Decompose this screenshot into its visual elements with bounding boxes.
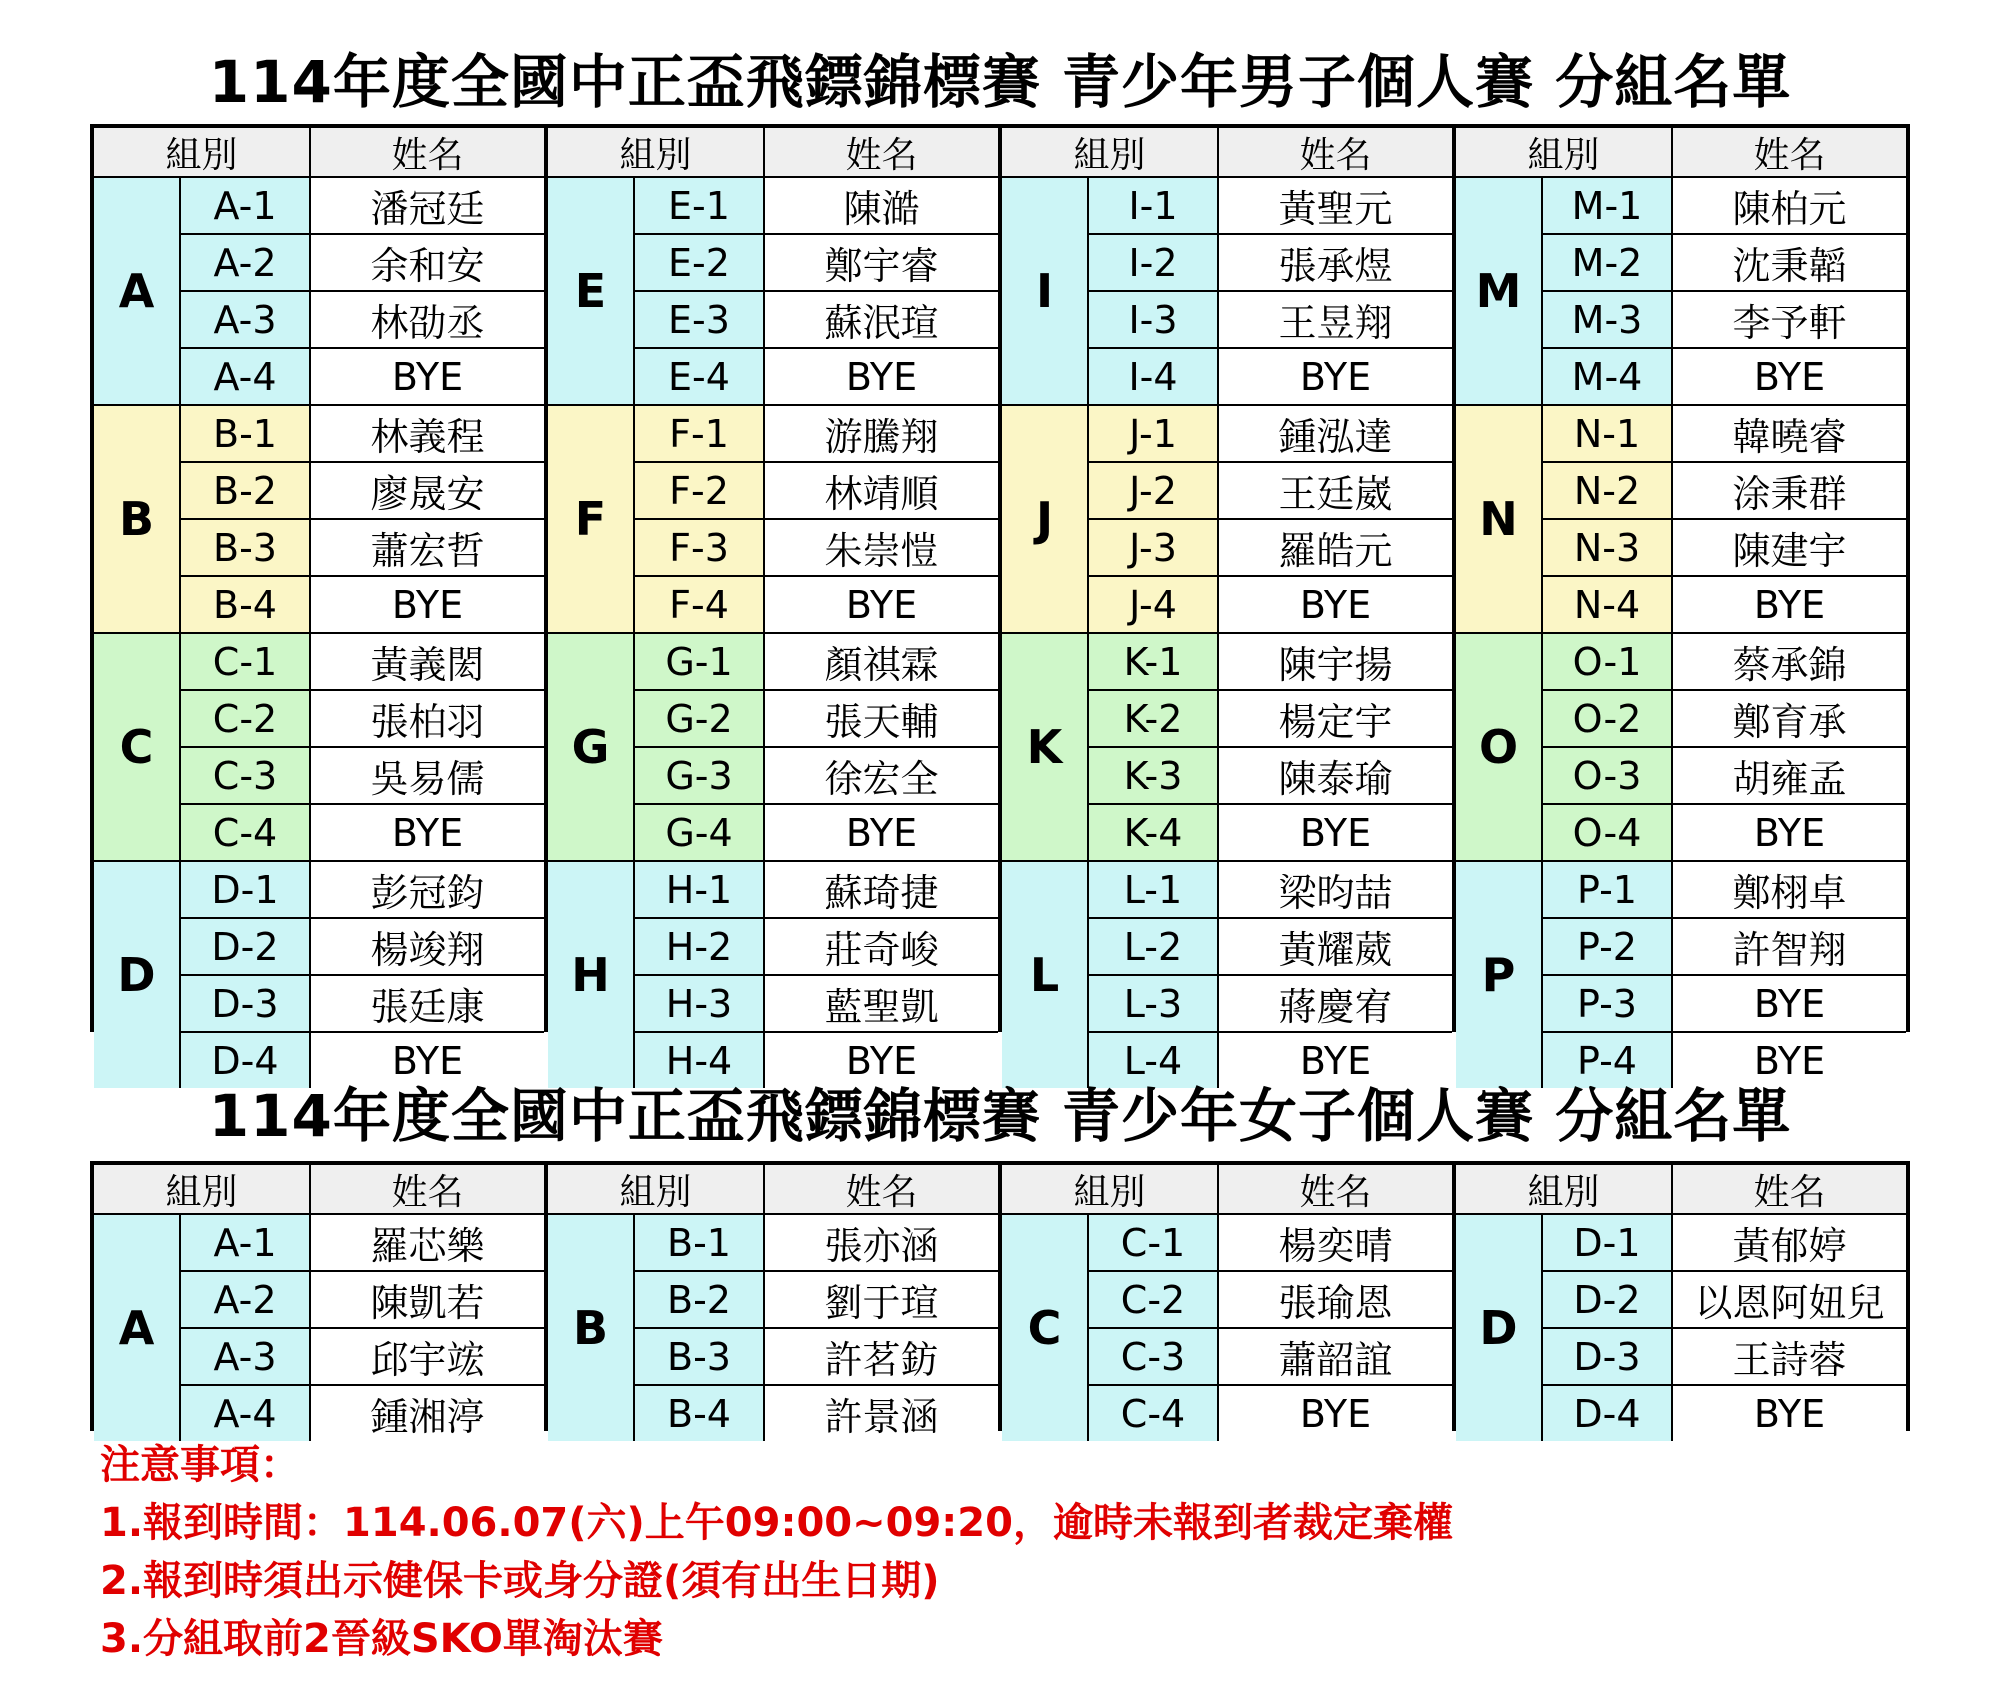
- player-name: 張柏羽: [311, 691, 544, 746]
- player-code: K-1: [1089, 634, 1217, 689]
- player-code: K-4: [1089, 805, 1217, 860]
- player-name: 楊奕晴: [1219, 1215, 1452, 1270]
- player-name: BYE: [1673, 349, 1906, 404]
- player-code: C-3: [181, 748, 309, 803]
- column-block: [1002, 1165, 1452, 1441]
- player-name: 韓曉睿: [1673, 406, 1906, 461]
- column-block: [548, 1165, 998, 1441]
- player-code: N-1: [1543, 406, 1671, 461]
- player-code: J-2: [1089, 463, 1217, 518]
- player-name: BYE: [311, 1033, 544, 1088]
- player-code: L-2: [1089, 919, 1217, 974]
- player-name: 廖晟安: [311, 463, 544, 518]
- player-code: O-4: [1543, 805, 1671, 860]
- player-name: 余和安: [311, 235, 544, 290]
- player-name: BYE: [1219, 577, 1452, 632]
- player-name: 潘冠廷: [311, 178, 544, 233]
- player-code: C-1: [181, 634, 309, 689]
- column-block: [94, 128, 544, 1088]
- player-name: BYE: [311, 577, 544, 632]
- group-header: 組別: [1002, 1165, 1217, 1213]
- name-header: 姓名: [311, 1165, 544, 1213]
- group-letter: K: [1002, 634, 1087, 860]
- player-name: 李予軒: [1673, 292, 1906, 347]
- player-name: 吳易儒: [311, 748, 544, 803]
- player-name: 張承煜: [1219, 235, 1452, 290]
- player-code: H-3: [635, 976, 763, 1031]
- player-name: 梁昀喆: [1219, 862, 1452, 917]
- player-name: 許智翔: [1673, 919, 1906, 974]
- player-code: M-2: [1543, 235, 1671, 290]
- player-code: C-2: [1089, 1272, 1217, 1327]
- player-name: 蔡承錦: [1673, 634, 1906, 689]
- player-name: 鍾湘渟: [311, 1386, 544, 1441]
- player-code: D-2: [181, 919, 309, 974]
- player-code: D-4: [181, 1033, 309, 1088]
- player-code: G-3: [635, 748, 763, 803]
- player-name: 陳宇揚: [1219, 634, 1452, 689]
- player-code: H-4: [635, 1033, 763, 1088]
- player-code: O-2: [1543, 691, 1671, 746]
- player-name: 游騰翔: [765, 406, 998, 461]
- player-code: A-1: [181, 1215, 309, 1270]
- player-name: 林劭丞: [311, 292, 544, 347]
- player-code: K-2: [1089, 691, 1217, 746]
- men-group-table: [90, 124, 1910, 1083]
- group-letter: A: [94, 178, 179, 404]
- player-name: BYE: [1219, 1386, 1452, 1441]
- player-name: 陳凱若: [311, 1272, 544, 1327]
- player-name: 蕭韶誼: [1219, 1329, 1452, 1384]
- player-name: 陳柏元: [1673, 178, 1906, 233]
- group-header: 組別: [548, 1165, 763, 1213]
- player-code: J-3: [1089, 520, 1217, 575]
- group-letter: B: [94, 406, 179, 632]
- player-name: 陳澔: [765, 178, 998, 233]
- player-code: E-4: [635, 349, 763, 404]
- player-code: G-1: [635, 634, 763, 689]
- player-code: A-2: [181, 235, 309, 290]
- player-name: 陳建宇: [1673, 520, 1906, 575]
- player-code: D-3: [1543, 1329, 1671, 1384]
- player-code: N-3: [1543, 520, 1671, 575]
- player-name: 林靖順: [765, 463, 998, 518]
- group-letter: D: [1456, 1215, 1541, 1441]
- player-code: L-3: [1089, 976, 1217, 1031]
- player-code: D-4: [1543, 1386, 1671, 1441]
- player-name: 朱崇愷: [765, 520, 998, 575]
- player-code: F-4: [635, 577, 763, 632]
- player-code: A-4: [181, 1386, 309, 1441]
- player-name: BYE: [1673, 577, 1906, 632]
- group-header: 組別: [94, 128, 309, 176]
- player-name: BYE: [765, 577, 998, 632]
- player-name: 羅皓元: [1219, 520, 1452, 575]
- column-block: [1456, 128, 1906, 1088]
- player-name: 張亦涵: [765, 1215, 998, 1270]
- player-code: P-3: [1543, 976, 1671, 1031]
- player-code: I-1: [1089, 178, 1217, 233]
- player-code: C-1: [1089, 1215, 1217, 1270]
- player-code: N-2: [1543, 463, 1671, 518]
- player-name: 王昱翔: [1219, 292, 1452, 347]
- group-letter: N: [1456, 406, 1541, 632]
- player-code: C-4: [181, 805, 309, 860]
- player-name: BYE: [1673, 805, 1906, 860]
- name-header: 姓名: [311, 128, 544, 176]
- column-block: [1002, 128, 1452, 1088]
- player-name: 王廷崴: [1219, 463, 1452, 518]
- player-code: D-1: [1543, 1215, 1671, 1270]
- player-name: 許茗鈁: [765, 1329, 998, 1384]
- men-title: 114年度全國中正盃飛鏢錦標賽 青少年男子個人賽 分組名單: [208, 48, 1792, 116]
- player-code: G-4: [635, 805, 763, 860]
- group-letter: L: [1002, 862, 1087, 1088]
- player-code: M-3: [1543, 292, 1671, 347]
- notes-heading: 注意事項：: [100, 1442, 300, 1488]
- player-code: I-3: [1089, 292, 1217, 347]
- player-name: 楊竣翔: [311, 919, 544, 974]
- player-name: 以恩阿妞兒: [1673, 1272, 1906, 1327]
- note-item: 2.報到時須出示健保卡或身分證(須有出生日期): [100, 1558, 940, 1604]
- group-header: 組別: [1456, 128, 1671, 176]
- group-letter: M: [1456, 178, 1541, 404]
- player-name: 鍾泓達: [1219, 406, 1452, 461]
- player-name: 蔣慶宥: [1219, 976, 1452, 1031]
- player-code: B-2: [181, 463, 309, 518]
- player-name: 張瑜恩: [1219, 1272, 1452, 1327]
- player-code: B-3: [181, 520, 309, 575]
- player-code: B-4: [181, 577, 309, 632]
- player-name: BYE: [765, 1033, 998, 1088]
- name-header: 姓名: [765, 128, 998, 176]
- player-code: L-4: [1089, 1033, 1217, 1088]
- player-name: 涂秉群: [1673, 463, 1906, 518]
- player-name: 張廷康: [311, 976, 544, 1031]
- player-code: M-4: [1543, 349, 1671, 404]
- player-name: BYE: [1219, 1033, 1452, 1088]
- player-name: 莊奇峻: [765, 919, 998, 974]
- player-name: 徐宏全: [765, 748, 998, 803]
- player-name: 黃耀葳: [1219, 919, 1452, 974]
- player-code: D-3: [181, 976, 309, 1031]
- player-code: B-1: [181, 406, 309, 461]
- player-name: 鄭宇睿: [765, 235, 998, 290]
- player-code: P-4: [1543, 1033, 1671, 1088]
- group-letter: P: [1456, 862, 1541, 1088]
- player-name: 王詩蓉: [1673, 1329, 1906, 1384]
- player-code: A-2: [181, 1272, 309, 1327]
- player-code: C-3: [1089, 1329, 1217, 1384]
- player-name: 蘇琦捷: [765, 862, 998, 917]
- player-name: 彭冠鈞: [311, 862, 544, 917]
- women-group-table: [90, 1161, 1910, 1439]
- name-header: 姓名: [1219, 128, 1452, 176]
- group-header: 組別: [94, 1165, 309, 1213]
- note-item: 3.分組取前2晉級SKO單淘汰賽: [100, 1616, 663, 1662]
- player-code: B-2: [635, 1272, 763, 1327]
- player-name: 黃義閎: [311, 634, 544, 689]
- player-name: BYE: [1673, 976, 1906, 1031]
- group-letter: F: [548, 406, 633, 632]
- note-item: 1.報到時間：114.06.07(六)上午09:00~09:20，逾時未報到者裁定棄權: [100, 1500, 1453, 1546]
- player-name: 劉于瑄: [765, 1272, 998, 1327]
- group-header: 組別: [548, 128, 763, 176]
- player-code: F-1: [635, 406, 763, 461]
- player-code: B-4: [635, 1386, 763, 1441]
- player-code: E-3: [635, 292, 763, 347]
- group-letter: C: [1002, 1215, 1087, 1441]
- player-code: O-3: [1543, 748, 1671, 803]
- player-name: 邱宇竤: [311, 1329, 544, 1384]
- player-code: A-3: [181, 1329, 309, 1384]
- player-code: B-3: [635, 1329, 763, 1384]
- player-code: H-1: [635, 862, 763, 917]
- player-code: C-4: [1089, 1386, 1217, 1441]
- women-title: 114年度全國中正盃飛鏢錦標賽 青少年女子個人賽 分組名單: [208, 1082, 1792, 1150]
- player-code: C-2: [181, 691, 309, 746]
- player-name: BYE: [311, 349, 544, 404]
- player-name: 沈秉韜: [1673, 235, 1906, 290]
- column-block: [548, 128, 998, 1088]
- player-name: 鄭育承: [1673, 691, 1906, 746]
- player-name: BYE: [1219, 349, 1452, 404]
- player-name: BYE: [1673, 1386, 1906, 1441]
- player-name: 林義程: [311, 406, 544, 461]
- player-code: M-1: [1543, 178, 1671, 233]
- player-code: I-2: [1089, 235, 1217, 290]
- player-name: 顏祺霖: [765, 634, 998, 689]
- player-code: D-1: [181, 862, 309, 917]
- player-name: 張天輔: [765, 691, 998, 746]
- player-name: 許景涵: [765, 1386, 998, 1441]
- group-letter: E: [548, 178, 633, 404]
- player-code: P-1: [1543, 862, 1671, 917]
- player-code: H-2: [635, 919, 763, 974]
- player-name: 鄭栩卓: [1673, 862, 1906, 917]
- player-code: B-1: [635, 1215, 763, 1270]
- player-code: N-4: [1543, 577, 1671, 632]
- player-code: P-2: [1543, 919, 1671, 974]
- group-header: 組別: [1002, 128, 1217, 176]
- name-header: 姓名: [1673, 1165, 1906, 1213]
- name-header: 姓名: [765, 1165, 998, 1213]
- column-block: [1456, 1165, 1906, 1441]
- player-code: J-1: [1089, 406, 1217, 461]
- player-name: 蘇泯瑄: [765, 292, 998, 347]
- player-code: A-4: [181, 349, 309, 404]
- group-letter: A: [94, 1215, 179, 1441]
- player-code: D-2: [1543, 1272, 1671, 1327]
- player-code: F-2: [635, 463, 763, 518]
- player-code: F-3: [635, 520, 763, 575]
- player-code: O-1: [1543, 634, 1671, 689]
- player-code: A-1: [181, 178, 309, 233]
- player-name: 羅芯樂: [311, 1215, 544, 1270]
- group-letter: O: [1456, 634, 1541, 860]
- player-code: L-1: [1089, 862, 1217, 917]
- player-name: BYE: [765, 349, 998, 404]
- player-name: 胡雍孟: [1673, 748, 1906, 803]
- player-name: 黃郁婷: [1673, 1215, 1906, 1270]
- player-name: 楊定宇: [1219, 691, 1452, 746]
- group-letter: J: [1002, 406, 1087, 632]
- player-name: 藍聖凱: [765, 976, 998, 1031]
- group-header: 組別: [1456, 1165, 1671, 1213]
- notes: [100, 1436, 1453, 1668]
- group-letter: B: [548, 1215, 633, 1441]
- player-name: 陳泰瑜: [1219, 748, 1452, 803]
- name-header: 姓名: [1673, 128, 1906, 176]
- player-code: A-3: [181, 292, 309, 347]
- player-name: BYE: [311, 805, 544, 860]
- player-code: G-2: [635, 691, 763, 746]
- column-block: [94, 1165, 544, 1441]
- player-code: J-4: [1089, 577, 1217, 632]
- name-header: 姓名: [1219, 1165, 1452, 1213]
- player-name: 黃聖元: [1219, 178, 1452, 233]
- player-code: E-1: [635, 178, 763, 233]
- player-name: BYE: [765, 805, 998, 860]
- group-letter: H: [548, 862, 633, 1088]
- player-name: BYE: [1219, 805, 1452, 860]
- player-code: I-4: [1089, 349, 1217, 404]
- player-code: E-2: [635, 235, 763, 290]
- group-letter: I: [1002, 178, 1087, 404]
- group-letter: G: [548, 634, 633, 860]
- player-name: 蕭宏哲: [311, 520, 544, 575]
- group-letter: D: [94, 862, 179, 1088]
- player-name: BYE: [1673, 1033, 1906, 1088]
- player-code: K-3: [1089, 748, 1217, 803]
- group-letter: C: [94, 634, 179, 860]
